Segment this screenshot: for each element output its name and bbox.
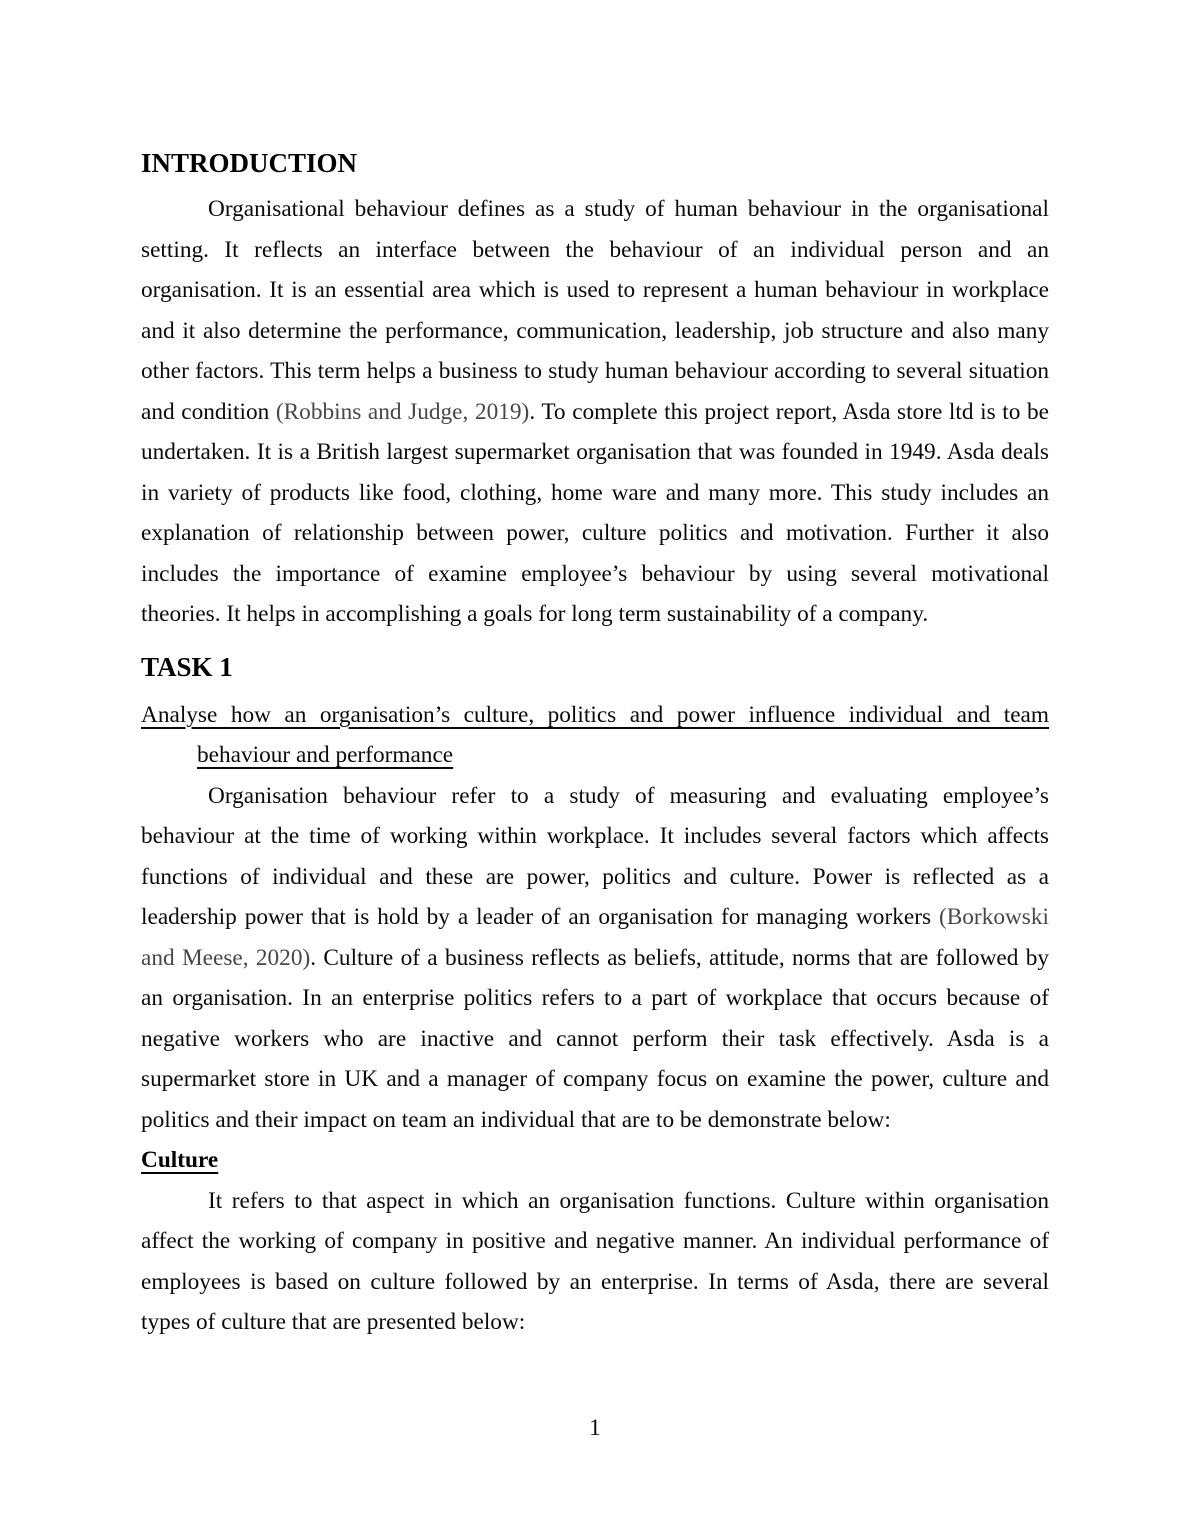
task1-subheading-line1: Analyse how an organisation’s culture, politics and power influence individual and team (141, 701, 1049, 728)
task1-subheading (141, 695, 1049, 776)
introduction-paragraph-text-after: . To complete this project report, Asda store ltd is to be undertaken. It is a British largest supermarket organisation that was founded in 1949. Asda deals in variety of products like food, clothing, home ware and many more. This study includes an explanation of relationship between power, culture politics and motivation. Further it also includes the importance of examine employee’s behaviour by using several motivational theories. It helps in accomplishing a goals for long term sustainability of a company. (141, 398, 1049, 627)
introduction-heading: INTRODUCTION (141, 148, 358, 178)
introduction-paragraph (141, 189, 1049, 635)
task1-paragraph-text-after: . Culture of a business reflects as beliefs, attitude, norms that are followed by an organisation. In an enterprise politics refers to a part of workplace that occurs because of negative workers who are inactive and cannot perform their task effectively. Asda is a supermarket store in UK and a manager of company focus on examine the power, culture and politics and their impact on team an individual that are to be demonstrate below: (141, 944, 1050, 1133)
task1-subheading-line2: behaviour and performance (197, 742, 454, 768)
task1-heading: TASK 1 (141, 651, 233, 682)
culture-paragraph: It refers to that aspect in which an organisation functions. Culture within organisation affect the working of company in positive and negative manner. An individual performance of employees is based on culture followed by an enterprise. In terms of Asda, there are several types of culture that are presented below: (141, 1187, 1049, 1335)
culture-heading: Culture (141, 1147, 219, 1173)
citation-borkowski-meese: (Borkowski and Meese, 2020) (141, 904, 1049, 971)
introduction-paragraph-text-before: Organisational behaviour defines as a study of human behaviour in the organisational setting. It reflects an interface between the behaviour of an individual person and an organisation. It is an essential area which is used to represent a human behaviour in workplace and it also determine the performance, communication, leadership, job structure and also many other factors. This term helps a business to study human behaviour according to several situation and condition (141, 196, 1049, 425)
page-number: 1 (589, 1415, 601, 1441)
citation-robbins-judge: (Robbins and Judge, 2019) (275, 398, 530, 425)
task1-paragraph-text-before: Organisation behaviour refer to a study of measuring and evaluating employee’s behaviour at the time of working within workplace. It includes several factors which affects functions of individual and these are power, politics and culture. Power is reflected as a leadership power that is hold by a leader of an organisation for managing workers (141, 782, 1049, 930)
task1-paragraph (141, 776, 1049, 1141)
